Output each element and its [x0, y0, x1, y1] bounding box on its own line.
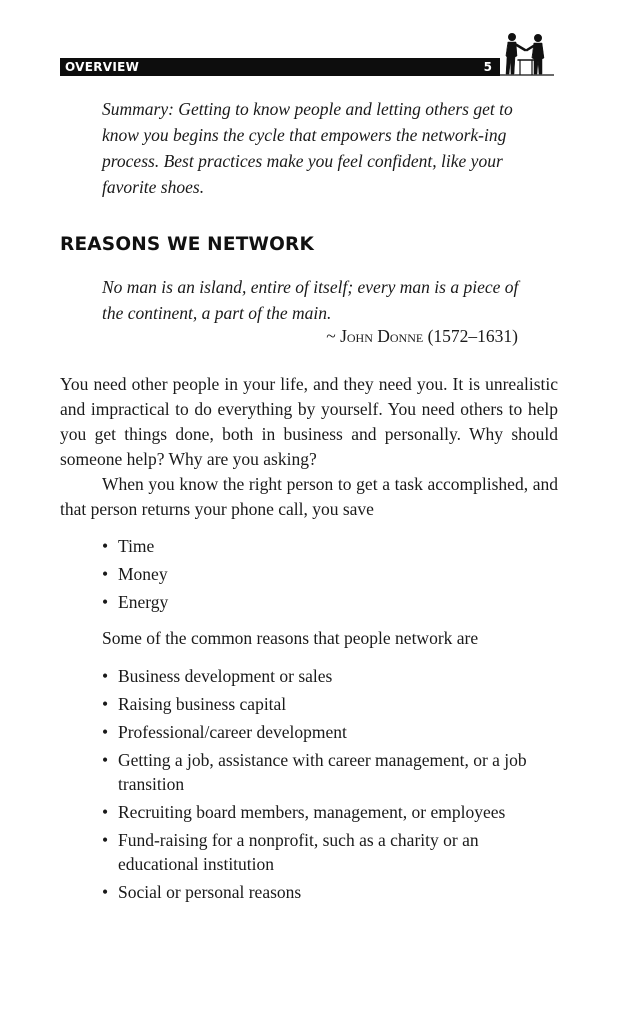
list-item-text: Fund-raising for a nonprofit, such as a charity or an educational institution — [118, 830, 479, 874]
list-item-text: Getting a job, assistance with career management, or a job transition — [118, 750, 527, 794]
reasons-intro: Some of the common reasons that people network are — [102, 628, 479, 648]
list-item — [102, 800, 552, 824]
list-item-text: Raising business capital — [118, 694, 287, 714]
running-header-bar — [60, 58, 500, 76]
list-item-text: Energy — [118, 592, 169, 612]
list-item-text: Time — [118, 536, 155, 556]
section-label: OVERVIEW — [65, 60, 140, 74]
list-item — [102, 562, 552, 586]
page-number: 5 — [483, 60, 492, 74]
chapter-summary: Summary: Getting to know people and letting others get to know you begins the cycle that empowers the network-ing process. Best practices make you feel confident, like your favorite shoes. — [102, 99, 513, 197]
epigraph-quote: No man is an island, entire of itself; every man is a piece of the continent, a part of the main. — [102, 277, 519, 323]
list-item — [102, 720, 552, 744]
list-item — [102, 664, 552, 688]
quote-attribution — [102, 324, 518, 348]
bullet-icon: • — [102, 694, 109, 714]
bullet-icon: • — [102, 882, 109, 902]
bullet-icon: • — [102, 830, 109, 850]
bullet-icon: • — [102, 666, 109, 686]
list-item — [102, 534, 552, 558]
bullet-icon: • — [102, 722, 109, 742]
list-item — [102, 590, 552, 614]
savings-list — [102, 534, 552, 618]
quote-author: John Donne — [340, 326, 424, 346]
bullet-icon: • — [102, 802, 109, 822]
bullet-icon: • — [102, 592, 109, 612]
list-item — [102, 880, 552, 904]
list-item — [102, 748, 552, 796]
quote-years: (1572–1631) — [427, 326, 518, 346]
bullet-icon: • — [102, 564, 109, 584]
reasons-list — [102, 664, 552, 908]
list-item — [102, 828, 552, 876]
handshake-icon — [498, 30, 554, 78]
bullet-icon: • — [102, 750, 109, 770]
list-item-text: Recruiting board members, management, or employees — [118, 802, 506, 822]
list-item-text: Social or personal reasons — [118, 882, 302, 902]
list-item-text: Professional/career development — [118, 722, 347, 742]
body-paragraph: You need other people in your life, and they need you. It is unrealistic and impractical to do everything by yourself. You need others to help you get things done, both in business and personally. Why should someone help? Why are you asking? — [60, 374, 558, 469]
list-item — [102, 692, 552, 716]
bullet-icon: • — [102, 536, 109, 556]
attribution-tilde: ~ — [326, 326, 336, 346]
list-item-text: Money — [118, 564, 168, 584]
body-paragraph: When you know the right person to get a task accomplished, and that person returns your phone call, you save — [60, 474, 558, 519]
list-item-text: Business development or sales — [118, 666, 333, 686]
section-heading: REASONS WE NETWORK — [60, 234, 315, 255]
